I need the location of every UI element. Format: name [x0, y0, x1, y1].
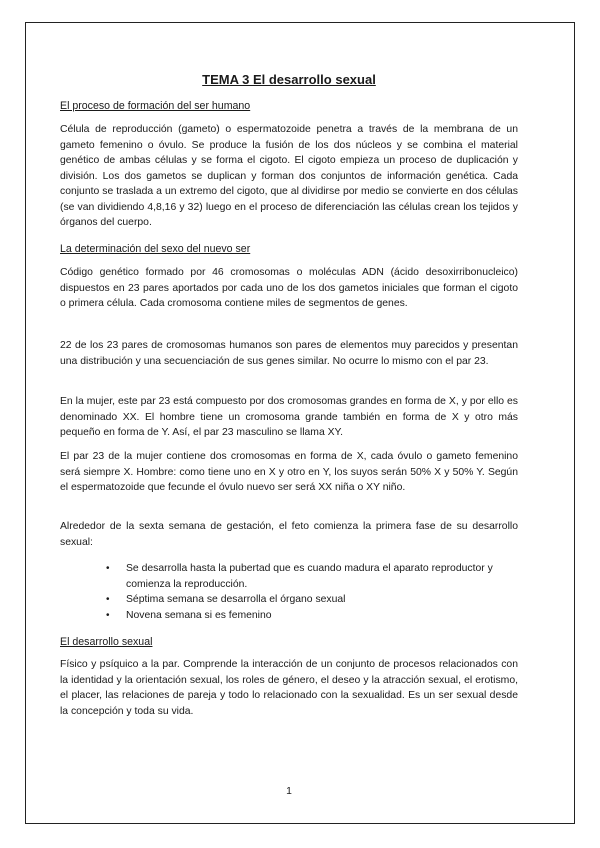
- document-title: TEMA 3 El desarrollo sexual: [202, 72, 376, 87]
- list-item: • Se desarrolla hasta la pubertad que es cuando madura el aparato reproductor y comienza la reproducción.: [106, 563, 493, 590]
- bullet-icon: •: [106, 609, 110, 621]
- paragraph-gamete-probability: El par 23 de la mujer contiene dos cromosomas en forma de X, cada óvulo o gameto femenino será siempre X. Hombre: como tiene uno en X y otro en Y, los suyos serán 50% X y 50% Y. Según el espermatozoide que fecunde el óvulo nuevo ser será XX niña o XY niño.: [60, 451, 518, 493]
- bullet-icon: •: [106, 563, 110, 574]
- list-item: • Séptima semana se desarrolla el órgano sexual: [106, 592, 518, 608]
- paragraph-formation: Célula de reproducción (gameto) o espermatozoide penetra a través de la membrana de un gameto femenino o óvulo. Se produce la fusión de los dos núcleos y se combina el material genético de ambas células y se forma el cigoto. El cigoto empieza un proceso de duplicación y división. Los dos gametos se duplican y forman dos conjuntos de información genética. Cada conjunto se traslada a un extremo del cigoto, que al dividirse por medio se convierte en dos células (se van dividiendo 4,8,16 y 32) luego en el proceso de diferenciación las células crean los tejidos y órganos del cuerpo.: [60, 124, 518, 228]
- paragraph-sexual-development: Físico y psíquico a la par. Comprende la interacción de un conjunto de procesos relacionados con la identidad y la orientación sexual, los roles de género, el deseo y la atracción sexual, el erotismo, el placer, las relaciones de pareja y todo lo relacionado con la sexualidad. Es un ser sexual desde la concepción y toda su vida.: [60, 659, 518, 717]
- page-number: 1: [286, 786, 292, 797]
- section-heading-sex-determination: La determinación del sexo del nuevo ser: [60, 243, 251, 255]
- paragraph-chromosome-pairs: 22 de los 23 pares de cromosomas humanos son pares de elementos muy parecidos y presentan una distribución y una secuenciación de sus genes similar. No ocurre lo mismo con el par 23.: [60, 340, 518, 367]
- bullet-icon: •: [106, 594, 110, 605]
- paragraph-sixth-week: Alrededor de la sexta semana de gestación, el feto comienza la primera fase de su desarrollo sexual:: [60, 521, 518, 548]
- section-heading-sexual-development: El desarrollo sexual: [60, 636, 153, 648]
- development-bullet-list: [106, 561, 518, 623]
- section-heading-formation: El proceso de formación del ser humano: [60, 100, 251, 112]
- paragraph-female-male-pair: En la mujer, este par 23 está compuesto por dos cromosomas grandes en forma de X, y por ello es denominado XX. El hombre tiene un cromosoma grande también en forma de X y otro más pequeño en forma de Y. Así, el par 23 masculino se llama XY.: [60, 396, 518, 438]
- paragraph-genetic-code: Código genético formado por 46 cromosomas o moléculas ADN (ácido desoxirribonucleico) dispuestos en 23 pares aportados por cada uno de los dos gametos iniciales que forman el cigoto o primera célula. Cada cromosoma contiene miles de segmentos de genes.: [60, 267, 518, 309]
- list-item: • Novena semana si es femenino: [106, 608, 518, 624]
